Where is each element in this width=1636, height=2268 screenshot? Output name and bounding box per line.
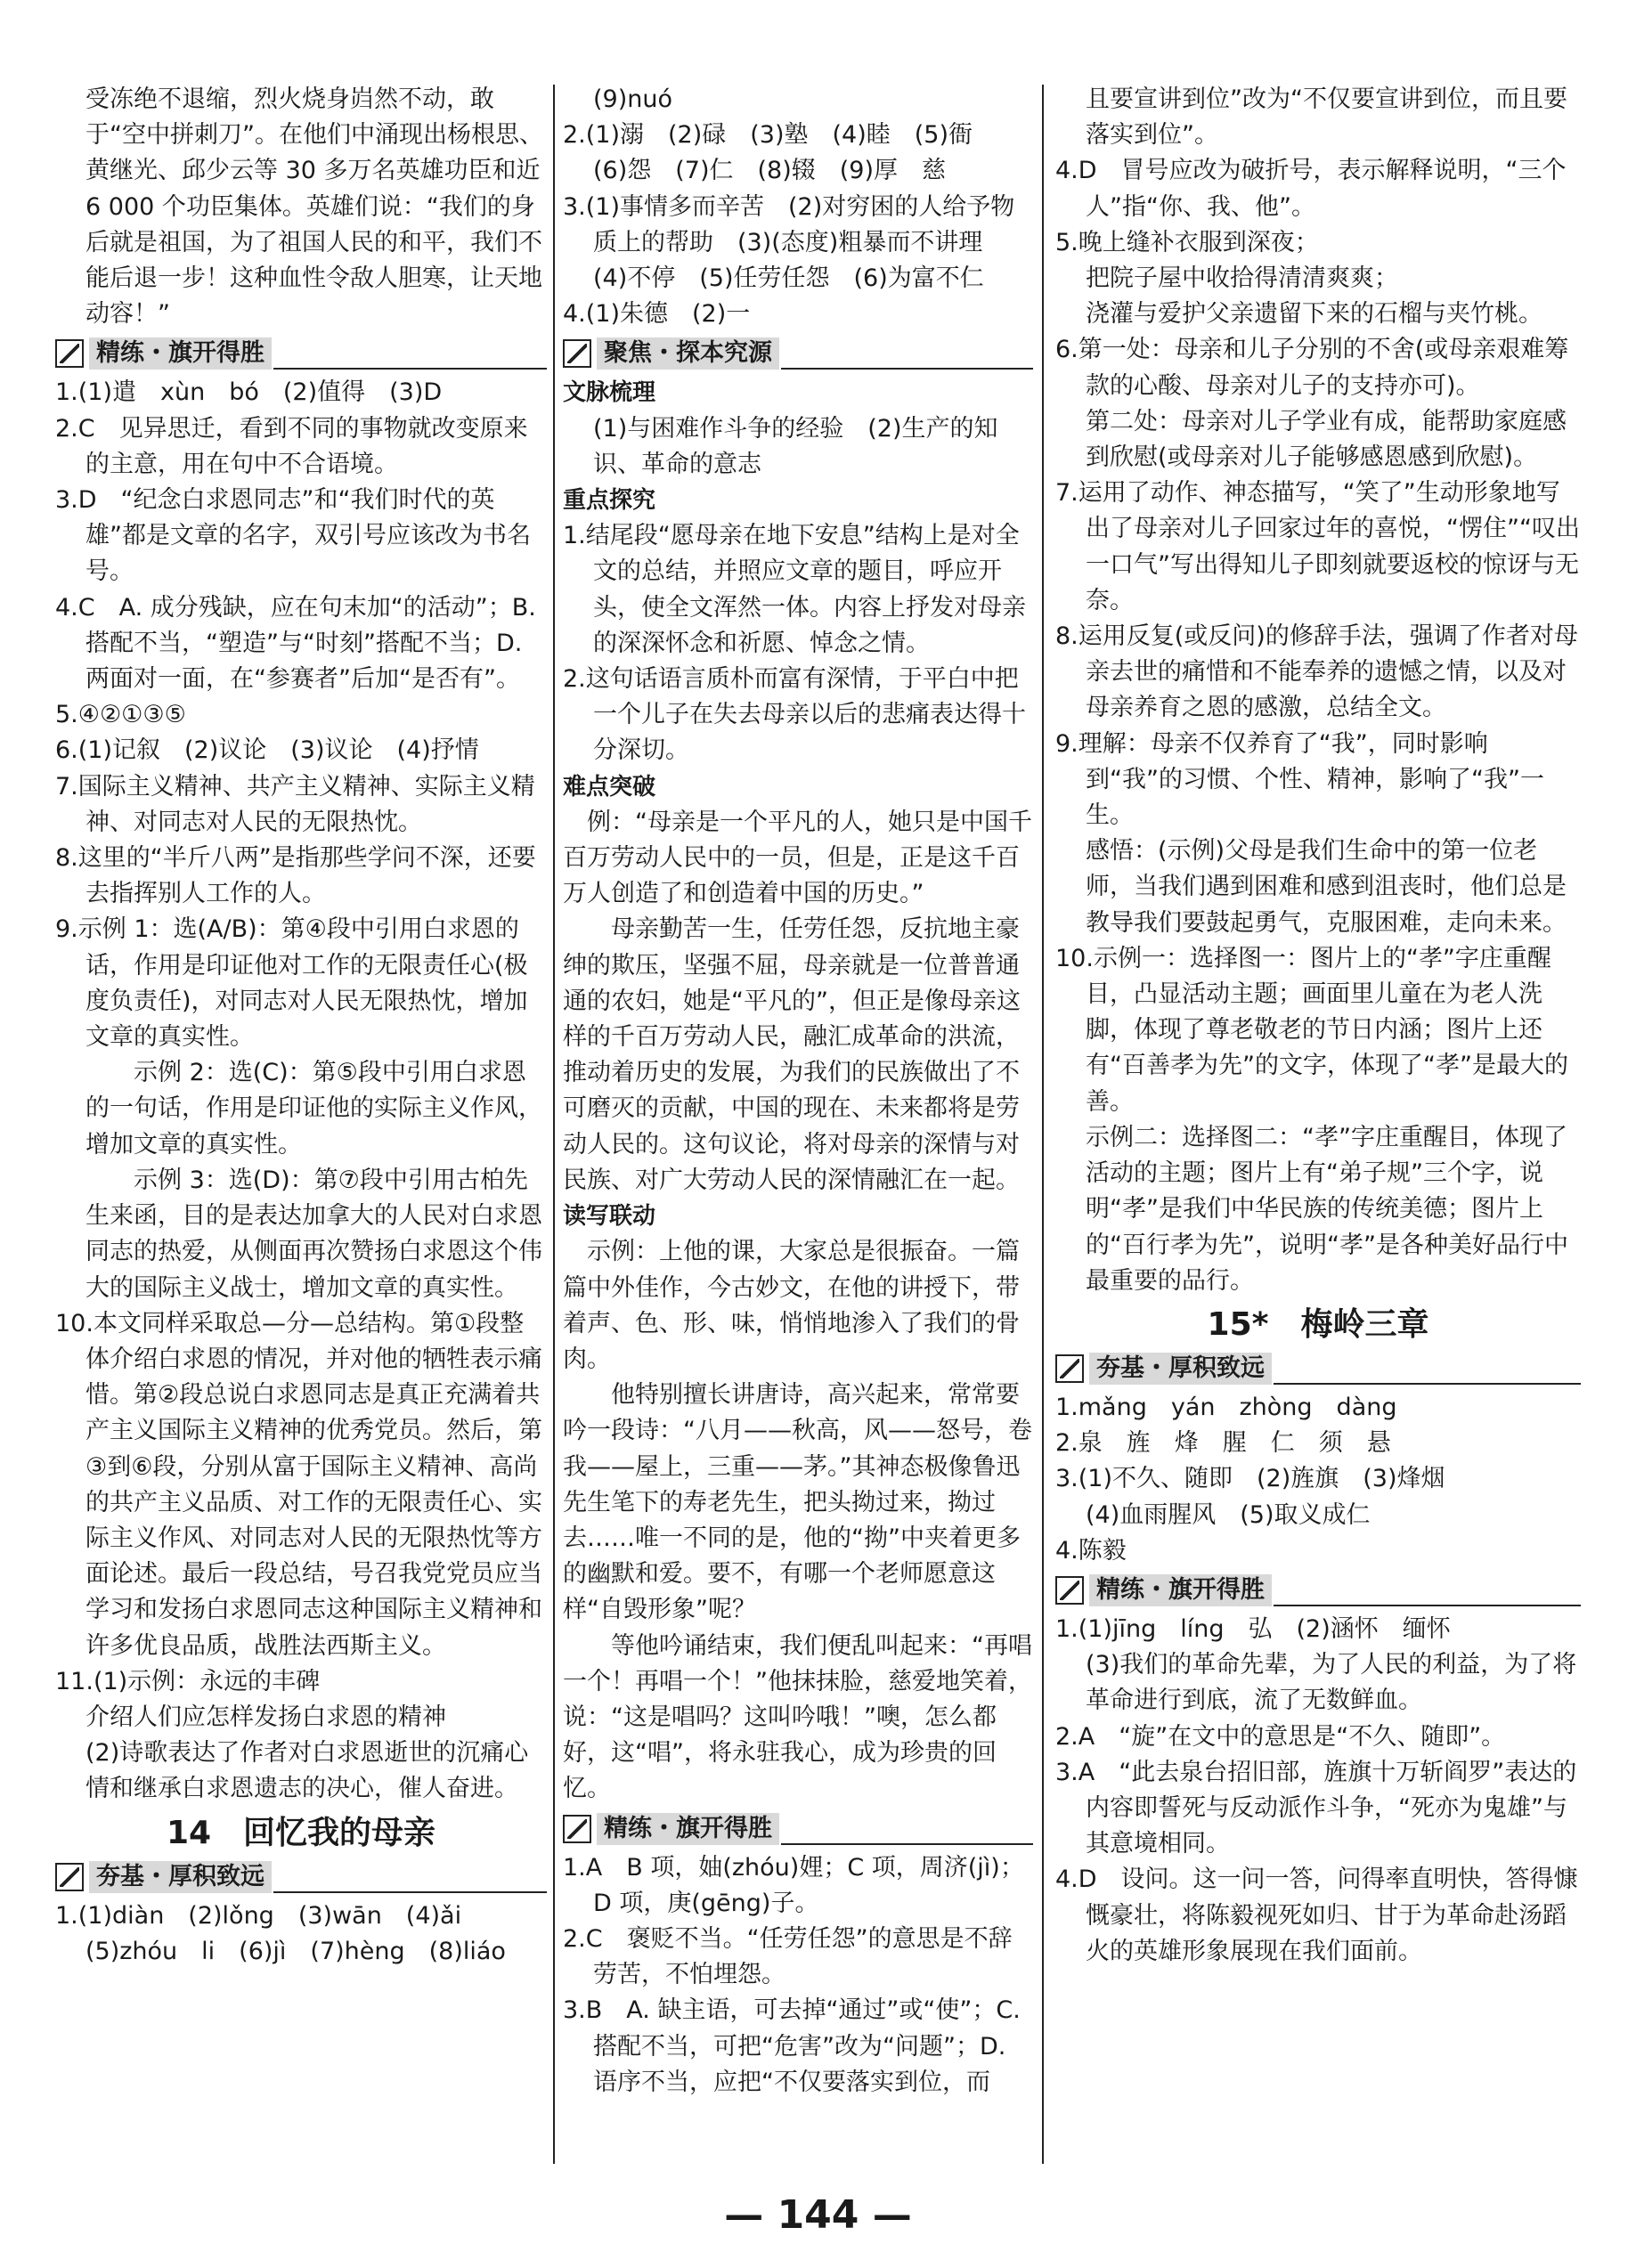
answer-text: (4)血雨腥风 (5)取义成仁 [1086,1500,1371,1529]
answer-text: 示例 3：选(D)：第⑦段中引用古柏先生来函，目的是表达加拿大的人民对白求恩同志的热爱，从侧面再次赞扬白求恩这个伟大的国际主义战士，增加文章的真实性。 [85,1166,542,1302]
subsection-heading: 文脉梳理 [563,379,656,407]
answer-text: 他特别擅长讲唐诗，高兴起来，常常要吟一段诗：“八月——秋高，风——怒号，卷我——屋上，三重——茅。”其神态极像鲁迅先生笔下的寿老先生，把头拗过来，拗过去……唯一不同的是，他的“拗”中夹着更多的幽默和爱。要不，有哪一个老师愿意这样“自毁形象”呢？ [563,1381,1032,1624]
column-divider [1042,85,1044,2164]
answer-item: 3.B A. 缺主语，可去掉“通过”或“使”；C. 搭配不当，可把“危害”改为“问题”；D. 语序不当，应把“不仅要落实到位，而 [563,1996,1021,2096]
answer-item: 7.国际主义精神、共产主义精神、实际主义精神、对同志对人民的无限热忱。 [55,772,535,836]
column-left [55,82,547,1970]
subsection-heading: 读写联动 [563,1203,656,1231]
column-right [1055,82,1581,1970]
section-header [563,1811,1033,1847]
page-number: — 144 — [724,2192,912,2238]
answer-text: (6)怨 (7)仁 (8)辍 (9)厚 慈 [593,157,946,185]
answer-item: 2.A “旋”在文中的意思是“不久、随即”。 [1055,1722,1506,1751]
answer-text: 感悟：(示例)父母是我们生命中的第一位老师，当我们遇到困难和感到沮丧时，他们总是教导我们要鼓起勇气，克服困难，走向未来。 [1086,837,1567,937]
answer-text: 母亲勤苦一生，任劳任怨，反抗地主豪绅的欺压，坚强不屈，母亲就是一位普普通通的农妇，她是“平凡的”，但正是像母亲这样的千百万劳动人民，融汇成革命的洪流，推动着历史的发展，为我们的民族做出了不可磨灭的贡献，中国的现在、未来都将是劳动人民的。这句议论，将对母亲的深情与对民族、对广大劳动人民的深情融汇在一起。 [563,915,1021,1194]
section-rule [781,368,1033,370]
answer-item: 2.泉 旌 烽 腥 仁 须 悬 [1055,1429,1391,1458]
answer-item: 8.这里的“半斤八两”是指那些学问不深，还要去指挥别人工作的人。 [55,844,536,908]
section-label: 精练・旗开得胜 [1089,1574,1272,1606]
arrow-box-icon [563,339,591,368]
lesson-title: 15* 梅岭三章 [1207,1305,1429,1343]
answer-text: 受冻绝不退缩，烈火烧身岿然不动，敢于“空中拼刺刀”。在他们中涌现出杨根思、黄继光、邱少云等 30 多万名英雄功臣和近 6 000 个功臣集体。英雄们说：“我们的身后就是祖国，为了祖国人民的和平，我们不能后退一步！这种血性令敌人胆寒，让天地动容！” [85,85,543,329]
answer-text: 等他吟诵结束，我们便乱叫起来：“再唱一个！再唱一个！”他抹抹脸，慈爱地笑着，说：“这是唱吗？这叫吟哦！”噢，怎么都好，这“唱”，将永驻我心，成为珍贵的回忆。 [563,1631,1032,1803]
answer-item: 2.这句话语言质朴而富有深情，于平白中把一个儿子在失去母亲以后的悲痛表达得十分深切。 [563,665,1026,765]
section-label: 精练・旗开得胜 [89,337,272,370]
section-header [55,1859,547,1895]
answer-item: 3.(1)不久、随即 (2)旌旗 (3)烽烟 [1055,1465,1445,1493]
answer-text: 示例：上他的课，大家总是很振奋。一篇篇中外佳作，今古妙文，在他的讲授下，带着声、色、形、味，悄悄地渗入了我们的骨肉。 [563,1238,1020,1373]
answer-item: 10.示例一：选择图一：图片上的“孝”字庄重醒目，凸显活动主题；画面里儿童在为老人洗脚，体现了尊老敬老的节日内涵；图片上还有“百善孝为先”的文字，体现了“孝”是最大的善。 [1055,944,1568,1116]
answer-item: 5.④②①③⑤ [55,701,186,729]
section-header [563,336,1033,371]
arrow-box-icon [1055,1576,1084,1605]
answer-item: 10.本文同样采取总—分—总结构。第①段整体介绍白求恩的情况，并对他的牺牲表示痛惜。第②段总说白求恩同志是真正充满着共产主义国际主义精神的优秀党员。然后，第③到⑥段，分别从富于国际主义精神、高尚的共产主义品质、对工作的无限责任心、实际主义作风、对同志对人民的无限热忱等方面论述。最后一段总结，号召我党党员应当学习和发扬白求恩同志这种国际主义精神和许多优良品质，战胜法西斯主义。 [55,1309,542,1660]
arrow-box-icon [563,1815,591,1843]
section-label: 夯基・厚积致远 [1089,1353,1272,1385]
section-rule [273,1891,547,1893]
arrow-box-icon [55,1863,84,1891]
answer-text: 第二处：母亲对儿子学业有成，能帮助家庭感到欣慰(或母亲对儿子能够感恩感到欣慰)。 [1086,407,1567,472]
answer-text: 例：“母亲是一个平凡的人，她只是中国千百万劳动人民中的一员，但是，正是这千百万人创造了和创造着中国的历史。” [563,808,1032,908]
arrow-box-icon [55,339,84,368]
answer-item: 4.D 冒号应改为破折号，表示解释说明，“三个人”指“你、我、他”。 [1055,157,1567,221]
answer-text: (3)我们的革命先辈，为了人民的利益，为了将革命进行到底，流了无数鲜血。 [1086,1651,1577,1715]
answer-text: 示例 2：选(C)：第⑤段中引用白求恩的一句话，作用是印证他的实际主义作风，增加文章的真实性。 [85,1059,542,1158]
answer-item: 1.(1)diàn (2)lǒng (3)wān (4)ǎi [55,1901,462,1930]
section-header [1055,1351,1581,1386]
answer-text: 示例二：选择图二：“孝”字庄重醒目，体现了活动的主题；图片上有“弟子规”三个字，说明“孝”是我们中华民族的传统美德；图片上的“百行孝为先”，说明“孝”是各种美好品行中最重要的品行。 [1086,1123,1568,1295]
subsection-heading: 难点突破 [563,773,656,801]
answer-text: 把院子屋中收拾得清清爽爽； [1086,264,1398,293]
answer-item: 1.(1)遣 xùn bó (2)值得 (3)D [55,378,443,407]
answer-text: (2)诗歌表达了作者对白求恩逝世的沉痛心情和继承白求恩遗志的决心，催人奋进。 [85,1739,529,1803]
section-label: 精练・旗开得胜 [597,1813,779,1845]
lesson-title: 14 回忆我的母亲 [166,1814,436,1851]
answer-item: 3.A “此去泉台招旧部，旌旗十万斩阎罗”表达的内容即誓死与反动派作斗争，“死亦为鬼雄”与其意境相同。 [1055,1758,1577,1858]
answer-text: 浇灌与爱护父亲遗留下来的石榴与夹竹桃。 [1086,300,1542,329]
section-rule [781,1843,1033,1845]
section-rule [1274,1383,1581,1385]
answer-item: 1.A B 项，妯(zhóu)娌；C 项，周济(jì)；D 项，庚(gēng)子。 [563,1853,1024,1917]
answer-item: 3.(1)事情多而辛苦 (2)对穷困的人给予物质上的帮助 (3)(态度)粗暴而不讲理 (4)不停 (5)任劳任怨 (6)为富不仁 [563,192,1015,293]
answer-item: 1.结尾段“愿母亲在地下安息”结构上是对全文的总结，并照应文章的题目，呼应开头，使全文浑然一体。内容上抒发对母亲的深深怀念和祈愿、悼念之情。 [563,522,1026,657]
section-label: 聚焦・探本究源 [597,337,779,370]
section-rule [273,368,547,370]
answer-text: (1)与困难作斗争的经验 (2)生产的知识、革命的意志 [593,414,998,478]
answer-item: 9.理解：母亲不仅养育了“我”，同时影响到“我”的习惯、个性、精神，影响了“我”一生。 [1055,729,1544,830]
section-header [1055,1573,1581,1608]
section-header [55,336,547,371]
answer-item: 2.(1)溺 (2)碌 (3)塾 (4)睦 (5)衙 [563,121,973,150]
answer-item: 2.C 褒贬不当。“任劳任怨”的意思是不辞劳苦，不怕埋怨。 [563,1924,1013,1989]
arrow-box-icon [1055,1354,1084,1383]
answer-item: 7.运用了动作、神态描写，“笑了”生动形象地写出了母亲对儿子回家过年的喜悦，“愣住”“叹出一口气”写出得知儿子即刻就要返校的惊讶与无奈。 [1055,479,1580,614]
answer-item: 9.示例 1：选(A/B)：第④段中引用白求恩的话，作用是印证他对工作的无限责任心(极度负责任)，对同志对人民无限热忱，增加文章的真实性。 [55,915,528,1052]
answer-item: 1.(1)jīng líng 弘 (2)涵怀 缅怀 [1055,1614,1451,1643]
answer-item: 5.晚上缝补衣服到深夜； [1055,228,1319,256]
answer-text: 介绍人们应怎样发扬白求恩的精神 [85,1703,446,1731]
answer-text: 且要宣讲到位”改为“不仅要宣讲到位，而且要落实到位”。 [1086,85,1567,150]
answer-item: 4.C A. 成分残缺，应在句末加“的活动”；B. 搭配不当，“塑造”与“时刻”搭配不当；D. 两面对一面，在“参赛者”后加“是否有”。 [55,593,536,694]
section-rule [1274,1605,1581,1606]
answer-text: (9)nuó [593,85,672,113]
answer-item: 3.D “纪念白求恩同志”和“我们时代的英雄”都是文章的名字，双引号应该改为书名号。 [55,486,531,586]
column-divider [553,85,555,2164]
answer-item: 8.运用反复(或反问)的修辞手法，强调了作者对母亲去世的痛惜和不能奉养的遗憾之情，以及对母亲养育之恩的感激，总结全文。 [1055,622,1578,722]
column-middle [563,82,1033,2101]
section-label: 夯基・厚积致远 [89,1861,272,1893]
answer-item: 4.D 设问。这一问一答，问得率直明快，答得慷慨豪壮，将陈毅视死如归、甘于为革命赴汤蹈火的英雄形象展现在我们面前。 [1055,1866,1578,1965]
answer-item: 4.陈毅 [1055,1536,1127,1565]
answer-item: 2.C 见异思迁，看到不同的事物就改变原来的主意，用在句中不合语境。 [55,414,528,478]
answer-item: 6.第一处：母亲和儿子分别的不舍(或母亲艰难筹款的心酸、母亲对儿子的支持亦可)。 [1055,336,1569,400]
answer-item: 6.(1)记叙 (2)议论 (3)议论 (4)抒情 [55,736,479,765]
answer-item: 11.(1)示例：永远的丰碑 [55,1667,321,1695]
answer-item: 1.mǎng yán zhòng dàng [1055,1393,1397,1421]
answer-text: (5)zhóu li (6)jì (7)hèng (8)liáo [85,1937,506,1965]
subsection-heading: 重点探究 [563,487,656,515]
answer-item: 4.(1)朱德 (2)一 [563,300,751,329]
